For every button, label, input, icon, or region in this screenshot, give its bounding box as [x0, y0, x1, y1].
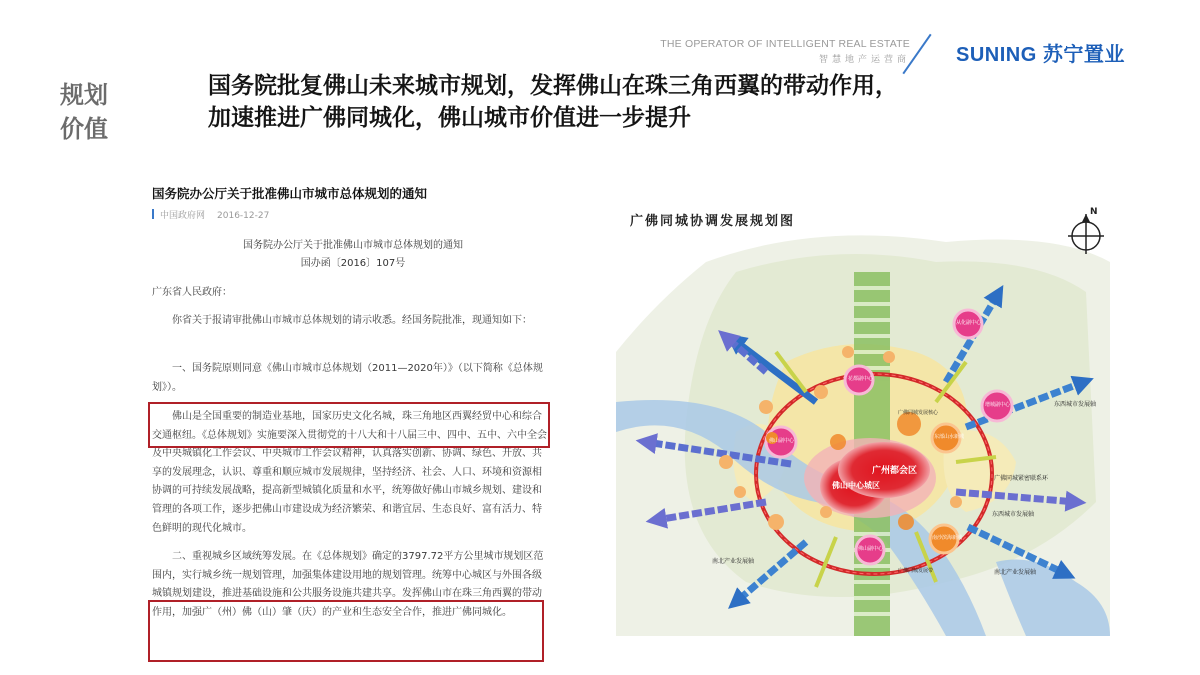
- label-axis-ew-2: 东西城市发展轴: [992, 511, 1035, 518]
- highlight-box-top: [148, 402, 550, 448]
- label-foshan-core: 佛山中心城区: [832, 481, 880, 490]
- document-paragraph-3: 佛山是全国重要的制造业基地，国家历史文化名城，珠三角地区西翼经贸中心和综合交通枢纽。《总体规划》实施要深入贯彻党的十八大和十八届三中、四中、五中、六中全会及中央城镇化工作会议、中央城市工作会议精神，认真落实创新、协调、绿色、开放、共享的发展理念，认识、尊重和顺应城市发展规律，坚持经济、社会、人口、环境和资源相协调的可持续发展战略，提高新型城镇化质量和水平，统筹做好佛山市城乡规划、建设和管理的各项工作，逐步把佛山市建设成为经济繁荣、和谐宜居、生态良好、富有活力、特色鲜明的现代化城市。: [152, 411, 547, 534]
- meta-bar: [152, 209, 154, 219]
- section-label-line2: 价值: [60, 115, 108, 143]
- label-center-n: 广佛同城发展核心: [898, 410, 939, 416]
- document-number: 国办函〔2016〕107号: [300, 258, 406, 269]
- document-salutation: 广东省人民政府：: [152, 287, 232, 298]
- document-source: 中国政府网: [160, 211, 206, 221]
- document-center-title: 国务院办公厅关于批准佛山市城市总体规划的通知: [243, 240, 463, 251]
- label-node-ne: 从化副中心: [956, 320, 982, 326]
- map-title: 广佛同城协调发展规划图: [630, 214, 796, 229]
- label-center-s: 广佛同城发展带: [898, 568, 934, 574]
- label-axis-ew-1: 东西城市发展轴: [1054, 401, 1097, 408]
- label-node-se: 东部山水新城: [934, 434, 965, 440]
- label-node-s: 南沙滨海新城: [932, 535, 963, 541]
- label-node-n: 花都副中心: [848, 376, 874, 382]
- north-label: N: [1090, 207, 1098, 217]
- planning-map: [616, 202, 1110, 636]
- label-axis-south-2: 南北产业发展轴: [994, 569, 1037, 576]
- document-paragraph-1: 你省关于报请审批佛山市城市总体规划的请示收悉。经国务院批准，现通知如下：: [172, 315, 532, 326]
- label-guangzhou-core: 广州都会区: [872, 466, 918, 476]
- notice-document: [148, 180, 558, 670]
- document-title: 国务院办公厅关于批准佛山市城市总体规划的通知: [152, 186, 428, 201]
- document-paragraph-4: 二、重视城乡区域统筹发展。在《总体规划》确定的3797.72平方公里城市规划区范围内，实行城乡统一规划管理，加强集体建设用地的规划管理。统筹中心城区与外围各级城镇规划建设，推进基础设施和公共服务设施共建共享。发挥佛山市在珠三角西翼的带动作用，加强广（州）佛（山）肇（庆）的产业和生态安全合作，推进广佛同城化。: [152, 551, 544, 618]
- label-node-e: 增城副中心: [985, 402, 1011, 408]
- label-node-sw: 佛山副中心: [858, 546, 884, 552]
- document-paragraph-2: 一、国务院原则同意《佛山市城市总体规划（2011—2020年）》（以下简称《总体规划》）。: [152, 363, 543, 393]
- section-label: [60, 78, 108, 146]
- label-ring: 广佛同城紧密联系环: [994, 475, 1049, 482]
- document-date: 2016-12-27: [217, 211, 270, 221]
- label-node-w: 佛山副中心: [769, 438, 795, 444]
- headline-line1: 国务院批复佛山未来城市规划，发挥佛山在珠三角西翼的带动作用，: [208, 73, 898, 99]
- highlight-box-bottom: [148, 600, 544, 662]
- brand-tagline: THE OPERATOR OF INTELLIGENT REAL ESTATE: [660, 38, 910, 50]
- headline-line2: 加速推进广佛同城化，佛山城市价值进一步提升: [208, 105, 691, 131]
- map-graphic: [616, 202, 1110, 636]
- brand-tagline-cn: 智慧地产运营商: [818, 55, 910, 65]
- document-meta: [152, 208, 269, 221]
- label-axis-south-1: 南北产业发展轴: [712, 558, 755, 565]
- brand-logo: SUNING 苏宁置业: [956, 44, 1125, 66]
- headline: [208, 70, 1048, 134]
- section-label-line1: 规划: [60, 81, 108, 109]
